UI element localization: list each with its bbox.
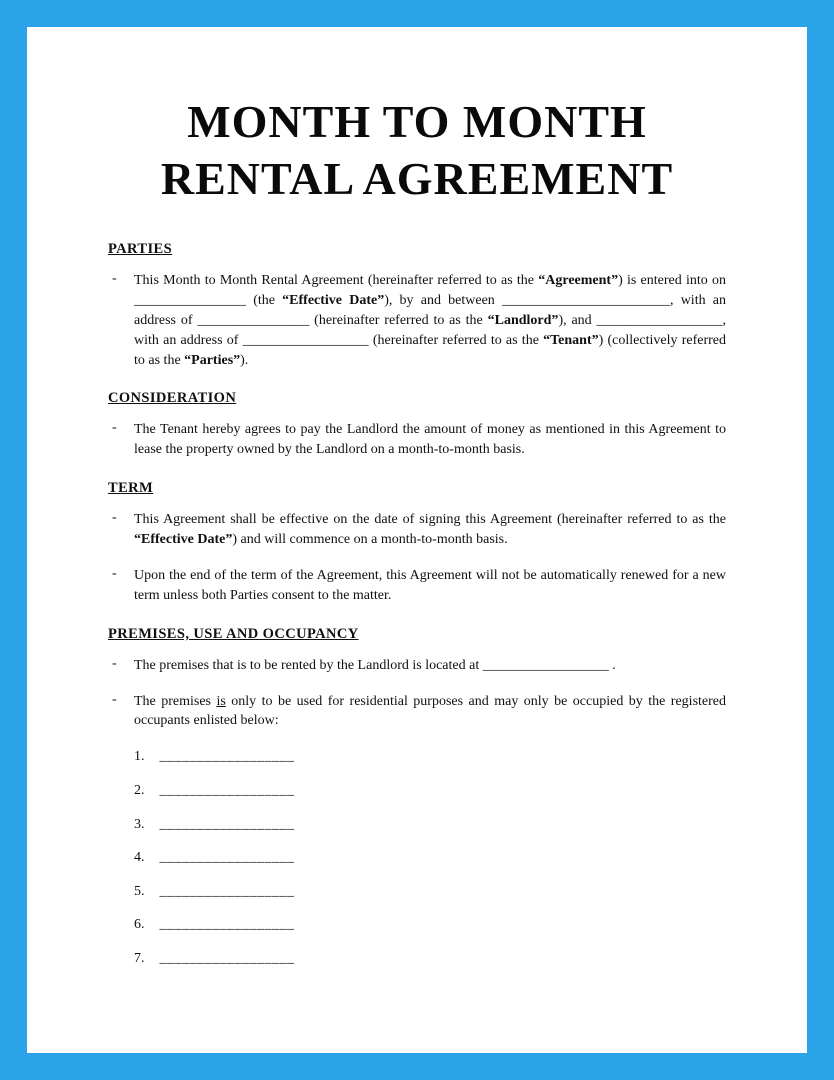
- document-page: [27, 27, 807, 1053]
- bold-term: “Agreement”: [538, 273, 619, 289]
- clause-text: [134, 510, 726, 550]
- document-title-line1: MONTH TO MONTH: [187, 96, 647, 147]
- occupant-row: [134, 915, 726, 935]
- section-heading-premises: PREMISES, USE AND OCCUPANCY: [108, 625, 359, 642]
- text-run: , with an address of: [134, 312, 726, 348]
- text-run: ) and will commence on a month-to-month basis.: [232, 532, 508, 548]
- text-run: ), and: [558, 312, 597, 328]
- clause-parties-1: [108, 271, 726, 370]
- clause-premises-2: [108, 692, 726, 732]
- text-run: ) (collectively referred to as the: [134, 332, 726, 368]
- occupant-row: [134, 781, 726, 801]
- text-run: only to be used for residential purposes and may only be occupied by the registered occupants enlisted below:: [134, 693, 727, 729]
- occupant-blank-line: __________________: [159, 782, 295, 798]
- bullet-dash: -: [112, 691, 117, 707]
- occupant-number: 3.: [134, 816, 145, 832]
- text-run: The Tenant hereby agrees to pay the Landlord the amount of money as mentioned in this Agreement to lease the property owned by the Landlord on a month-to-month basis.: [134, 422, 726, 458]
- text-run: Upon the end of the term of the Agreement, this Agreement will not be automatically renewed for a new term unless both Parties consent to the matter.: [134, 567, 726, 603]
- blank-field: __________________: [596, 312, 723, 328]
- bold-term: “Effective Date”: [282, 292, 385, 308]
- occupant-number: 2.: [134, 782, 145, 798]
- section-heading-term: TERM: [108, 480, 154, 497]
- clause-text: [134, 692, 726, 732]
- blank-field: ________________: [134, 292, 246, 308]
- document-title: [108, 93, 726, 207]
- clause-consideration-1: [108, 420, 726, 460]
- occupant-list: [134, 747, 726, 968]
- occupant-blank-line: __________________: [159, 749, 295, 765]
- occupant-row: [134, 949, 726, 969]
- section-heading-consideration: CONSIDERATION: [108, 390, 237, 407]
- occupant-blank-line: __________________: [159, 950, 295, 966]
- occupant-number: 6.: [134, 917, 145, 933]
- occupant-blank-line: __________________: [159, 917, 295, 933]
- bullet-dash: -: [112, 271, 117, 287]
- clause-text: [134, 420, 726, 460]
- bold-term: “Tenant”: [543, 332, 599, 348]
- bullet-dash: -: [112, 655, 117, 671]
- occupant-row: [134, 882, 726, 902]
- clause-text: [134, 271, 726, 370]
- clause-text: [134, 656, 726, 676]
- blank-field: __________________: [242, 332, 369, 348]
- section-heading-parties: PARTIES: [108, 241, 173, 258]
- occupant-number: 4.: [134, 850, 145, 866]
- text-run: ).: [240, 352, 249, 368]
- bullet-dash: -: [112, 565, 117, 581]
- text-run: This Month to Month Rental Agreement (hereinafter referred to as the: [134, 273, 539, 289]
- occupant-number: 7.: [134, 950, 145, 966]
- blank-field: ________________________: [502, 292, 670, 308]
- occupant-row: [134, 815, 726, 835]
- text-run: This Agreement shall be effective on the date of signing this Agreement (hereinafter referred to as the: [134, 512, 726, 528]
- text-run: The premises: [134, 693, 217, 709]
- occupant-row: [134, 747, 726, 767]
- blank-field: ________________: [197, 312, 310, 328]
- text-run: ), by and between: [384, 292, 502, 308]
- text-run: (hereinafter referred to as the: [309, 312, 488, 328]
- text-run: (the: [246, 292, 283, 308]
- occupant-row: [134, 848, 726, 868]
- text-run: , with an address of: [134, 292, 726, 328]
- clause-term-1: [108, 510, 726, 550]
- text-run: ) is entered into on: [618, 273, 726, 289]
- clause-term-2: [108, 566, 726, 606]
- bold-term: “Effective Date”: [134, 532, 233, 548]
- occupant-number: 1.: [134, 749, 145, 765]
- clause-text: [134, 566, 726, 606]
- bold-term: “Landlord”: [487, 312, 559, 328]
- blank-field: __________________: [482, 657, 609, 673]
- text-run: The premises that is to be rented by the Landlord is located at: [134, 657, 483, 673]
- underlined-text: is: [216, 693, 226, 709]
- occupant-blank-line: __________________: [159, 883, 295, 899]
- text-run: (hereinafter referred to as the: [368, 332, 544, 348]
- occupant-blank-line: __________________: [159, 816, 295, 832]
- bullet-dash: -: [112, 420, 117, 436]
- document-title-line2: RENTAL AGREEMENT: [160, 153, 674, 205]
- bullet-dash: -: [112, 510, 117, 526]
- occupant-number: 5.: [134, 883, 145, 899]
- clause-premises-1: [108, 656, 726, 676]
- text-run: .: [608, 657, 616, 673]
- bold-term: “Parties”: [184, 352, 241, 368]
- occupant-blank-line: __________________: [159, 850, 295, 866]
